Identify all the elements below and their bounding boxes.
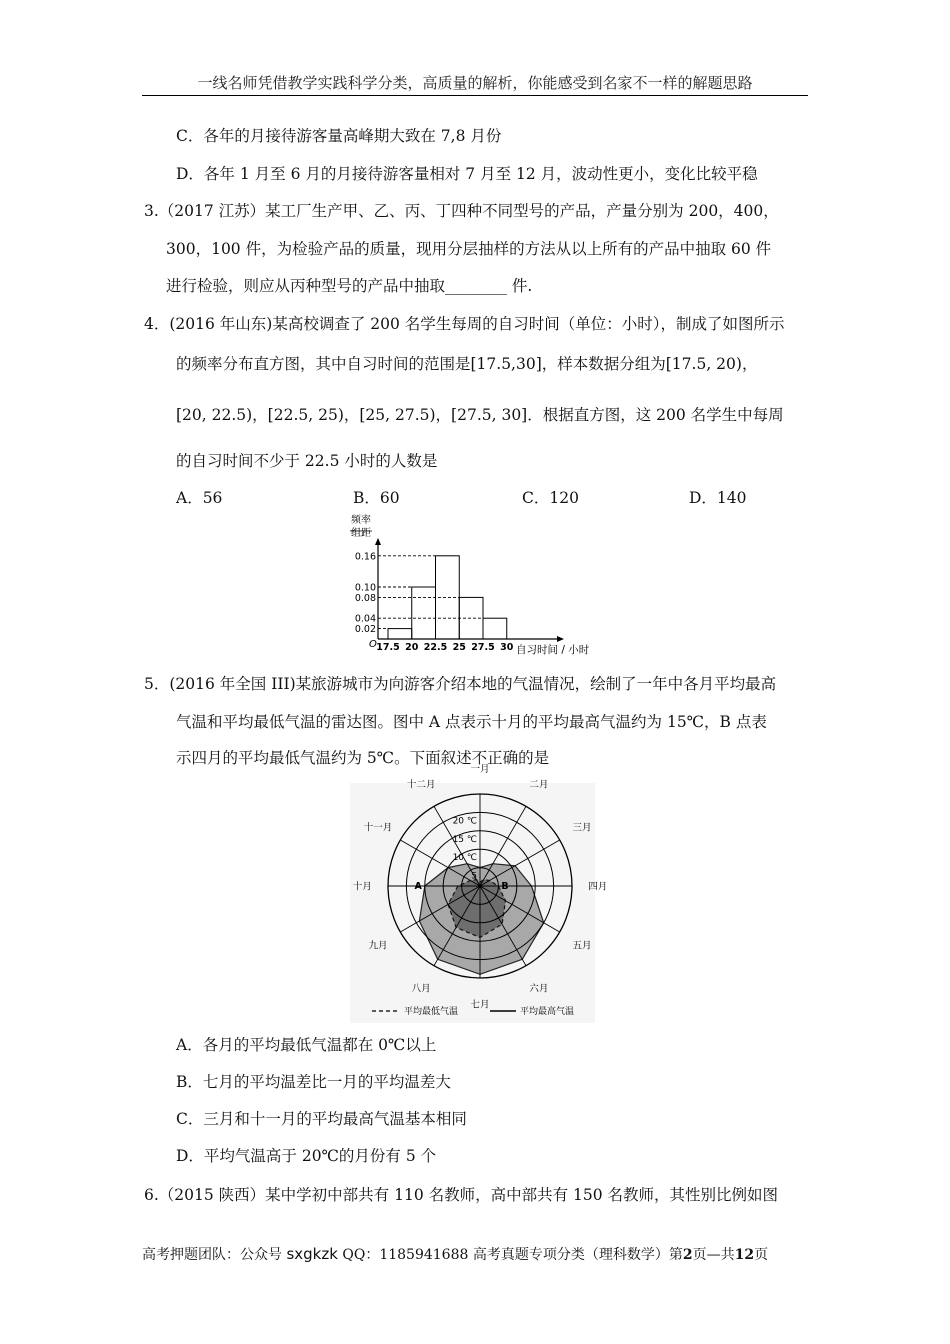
radar-month-label: 十二月 (406, 779, 436, 791)
footer-qq: QQ：1185941688 高考真题专项分类（理科数学）第 (337, 1247, 683, 1263)
hist-y-axis-arrow (375, 538, 381, 545)
radar-month-label: 一月 (470, 763, 490, 775)
q5-line-2: 气温和平均最低气温的雷达图。图中 A 点表示十月的平均最高气温约为 15℃，B 点表 (176, 713, 767, 731)
q5-option-b: B．七月的平均温差比一月的平均温差大 (176, 1073, 451, 1091)
radar-month-label: 二月 (529, 779, 549, 791)
legend-max-label: 平均最高气温 (520, 1007, 575, 1017)
hist-x-tick-label: 27.5 (471, 642, 495, 653)
radar-month-label: 八月 (411, 983, 431, 995)
hist-x-axis-arrow (557, 636, 564, 642)
hist-y-tick-label: 0.16 (354, 551, 376, 563)
hist-bar (412, 587, 436, 639)
q5-option-a: A．各月的平均最低气温都在 0℃以上 (176, 1036, 437, 1054)
hist-bar (388, 629, 412, 639)
q5-option-d: D．平均气温高于 20℃的月份有 5 个 (176, 1147, 437, 1165)
q4-line-3: [20, 22.5)，[22.5, 25)，[25, 27.5)，[27.5, 30]．根据直方图，这 200 名学生中每周 (176, 406, 784, 424)
radar-month-label: 十一月 (363, 822, 393, 834)
q3-line-3: 进行检验，则应从丙种型号的产品中抽取________ 件. (166, 277, 533, 295)
hist-x-tick-label: 20 (405, 642, 419, 653)
hist-y-tick-label: 0.02 (354, 624, 376, 636)
q6-line-1: 6.（2015 陕西）某中学初中部共有 110 名教师，高中部共有 150 名教师，其性别比例如图 (144, 1186, 779, 1204)
radar-point-a-label: A (414, 881, 422, 892)
q4-line-2: 的频率分布直方图，其中自习时间的范围是[17.5,30]，样本数据分组为[17.5, 20)， (176, 355, 758, 373)
page-header: 一线名师凭借教学实践科学分类，高质量的解析，你能感受到名家不一样的解题思路 (197, 74, 753, 92)
q4-line-1: 4．(2016 年山东)某高校调查了 200 名学生每周的自习时间（单位：小时），制成了如图所示 (144, 315, 785, 333)
hist-x-tick-label: 17.5 (376, 642, 400, 653)
q3-line-1: 3.（2017 江苏）某工厂生产甲、乙、丙、丁四种不同型号的产品，产量分别为 200，400， (144, 202, 779, 220)
radar-month-label: 五月 (572, 940, 592, 952)
footer-page-number: 2 (682, 1247, 693, 1263)
q4-line-4: 的自习时间不少于 22.5 小时的人数是 (176, 452, 438, 470)
q4-option-a: A．56 (176, 489, 223, 507)
radar-month-label: 六月 (529, 983, 549, 995)
hist-y-tick-label: 0.10 (354, 582, 376, 594)
hist-x-tick-label: 22.5 (423, 642, 448, 653)
hist-x-tick-label: 25 (452, 642, 466, 653)
hist-y-tick-label: 0.08 (354, 592, 376, 604)
hist-x-tick-label: 30 (500, 642, 514, 653)
radar-ring-label: 5 (471, 871, 477, 882)
footer-total-pages: 12 (734, 1247, 755, 1263)
radar-point-b-label: B (501, 881, 509, 892)
radar-ring-label: 10 ℃ (452, 853, 477, 864)
radar-month-label: 四月 (588, 881, 608, 893)
q5-option-c: C．三月和十一月的平均最高气温基本相同 (176, 1110, 467, 1128)
q4-option-d: D．140 (689, 489, 747, 507)
radar-month-label: 十月 (352, 881, 372, 893)
radar-month-label: 三月 (572, 822, 592, 834)
histogram-chart (345, 513, 590, 663)
header-rule (142, 95, 808, 96)
q2-option-c: C．各年的月接待游客量高峰期大致在 7,8 月份 (176, 127, 502, 145)
hist-y-tick-label: 0.04 (354, 613, 376, 625)
hist-origin-label: O (369, 639, 377, 650)
q4-option-c: C．120 (522, 489, 579, 507)
hist-x-axis-label: 自习时间 / 小时 (516, 644, 590, 656)
q5-line-1: 5．(2016 年全国 III)某旅游城市为向游客介绍本地的气温情况，绘制了一年中各月平均最高 (144, 675, 777, 693)
radar-ring-label: 15 ℃ (452, 834, 477, 845)
radar-month-label: 七月 (470, 999, 490, 1011)
footer-end: 页 (754, 1247, 769, 1263)
hist-bar (483, 618, 507, 639)
radar-chart (350, 763, 608, 1023)
legend-min-label: 平均最低气温 (404, 1007, 459, 1017)
radar-ring-label: 20 ℃ (452, 816, 477, 827)
footer-mid: 页—共 (692, 1247, 735, 1263)
q2-option-d: D．各年 1 月至 6 月的月接待游客量相对 7 月至 12 月，波动性更小，变化比较平稳 (176, 165, 758, 183)
q3-line-2: 300，100 件，为检验产品的质量，现用分层抽样的方法从以上所有的产品中抽取 60 件 (166, 240, 772, 258)
hist-ylabel-top: 频率 (351, 515, 371, 526)
page-footer (142, 1244, 768, 1264)
q4-option-b: B．60 (353, 489, 400, 507)
hist-ylabel-bottom: 组距 (351, 528, 371, 539)
footer-team: 高考押题团队：公众号 (142, 1247, 287, 1263)
q5-line-3: 示四月的平均最低气温约为 5℃。下面叙述不正确的是 (176, 749, 550, 767)
radar-month-label: 九月 (368, 940, 388, 952)
footer-brand: sxgkzk (286, 1245, 338, 1263)
